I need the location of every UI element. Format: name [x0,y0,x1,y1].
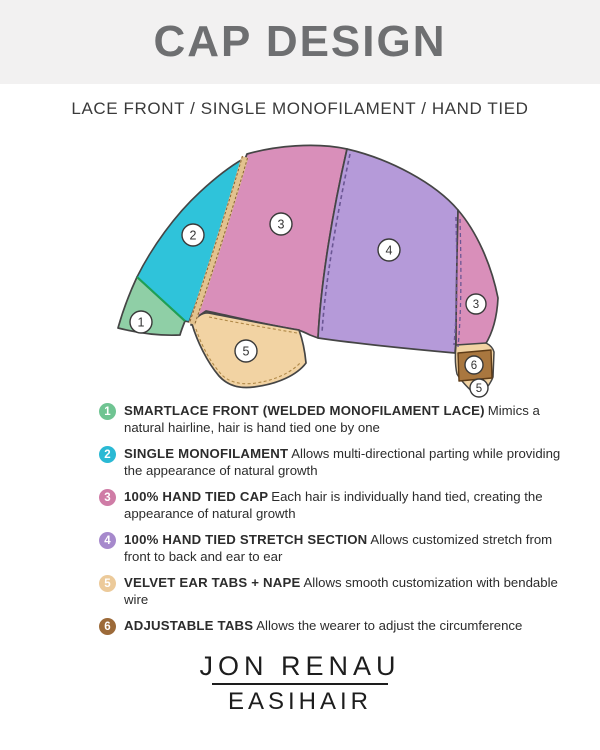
svg-text:5: 5 [242,344,250,359]
cap-label-3-front [270,213,292,235]
brand-name-bottom: EASIHAIR [227,688,373,715]
legend-badge-5: 5 [99,575,116,592]
header-band [0,0,600,84]
cap-label-1 [130,311,152,333]
cap-label-3-rear [466,294,486,314]
legend-badge-2: 2 [99,446,116,463]
cap-label-6 [465,356,483,374]
svg-text:3: 3 [472,299,480,311]
legend-title: 100% HAND TIED STRETCH SECTION [124,532,368,547]
cap-label-5-rear [470,379,488,397]
cap-label-5-front [235,340,257,362]
legend-title: SINGLE MONOFILAMENT [124,446,289,461]
brand-name-top: JON RENAU [199,651,401,681]
svg-text:1: 1 [137,315,145,330]
legend-desc: Allows customized stretch from front to back and ear to ear [124,532,553,564]
legend-desc: Mimics a natural hairline, hair is hand tied one by one [124,403,540,435]
legend-item-smartlace [99,403,563,436]
legend-desc: Each hair is individually hand tied, creating the appearance of natural growth [124,489,543,521]
svg-text:5: 5 [475,383,483,395]
legend-item-ear-tabs [99,575,563,608]
svg-text:4: 4 [385,243,393,258]
legend-item-monofilament [99,446,563,479]
legend-title: VELVET EAR TABS + NAPE [124,575,301,590]
legend-desc: Allows multi-directional parting while providing the appearance of natural growth [124,446,561,478]
page-subtitle: LACE FRONT / SINGLE MONOFILAMENT / HAND TIED [71,99,529,118]
cap-legend [99,403,563,645]
legend-item-adjustable-tabs [99,618,563,635]
svg-text:3: 3 [277,217,285,232]
cap-section-hand-tied-rear [456,210,498,347]
page-title: CAP DESIGN [153,17,447,66]
cap-diagram [90,135,520,405]
svg-text:6: 6 [470,360,478,372]
brand-logo [0,651,600,716]
svg-text:2: 2 [189,228,197,243]
legend-badge-3: 3 [99,489,116,506]
legend-desc: Allows smooth customization with bendable wire [124,575,558,607]
cap-label-4 [378,239,400,261]
legend-badge-6: 6 [99,618,116,635]
cap-label-2 [182,224,204,246]
legend-title: 100% HAND TIED CAP [124,489,269,504]
legend-badge-4: 4 [99,532,116,549]
brand-divider [212,683,388,685]
legend-badge-1: 1 [99,403,116,420]
legend-title: ADJUSTABLE TABS [124,618,254,633]
legend-item-hand-tied [99,489,563,522]
legend-title: SMARTLACE FRONT (WELDED MONOFILAMENT LACE) [124,403,485,418]
legend-item-stretch [99,532,563,565]
legend-desc: Allows the wearer to adjust the circumference [256,618,523,633]
